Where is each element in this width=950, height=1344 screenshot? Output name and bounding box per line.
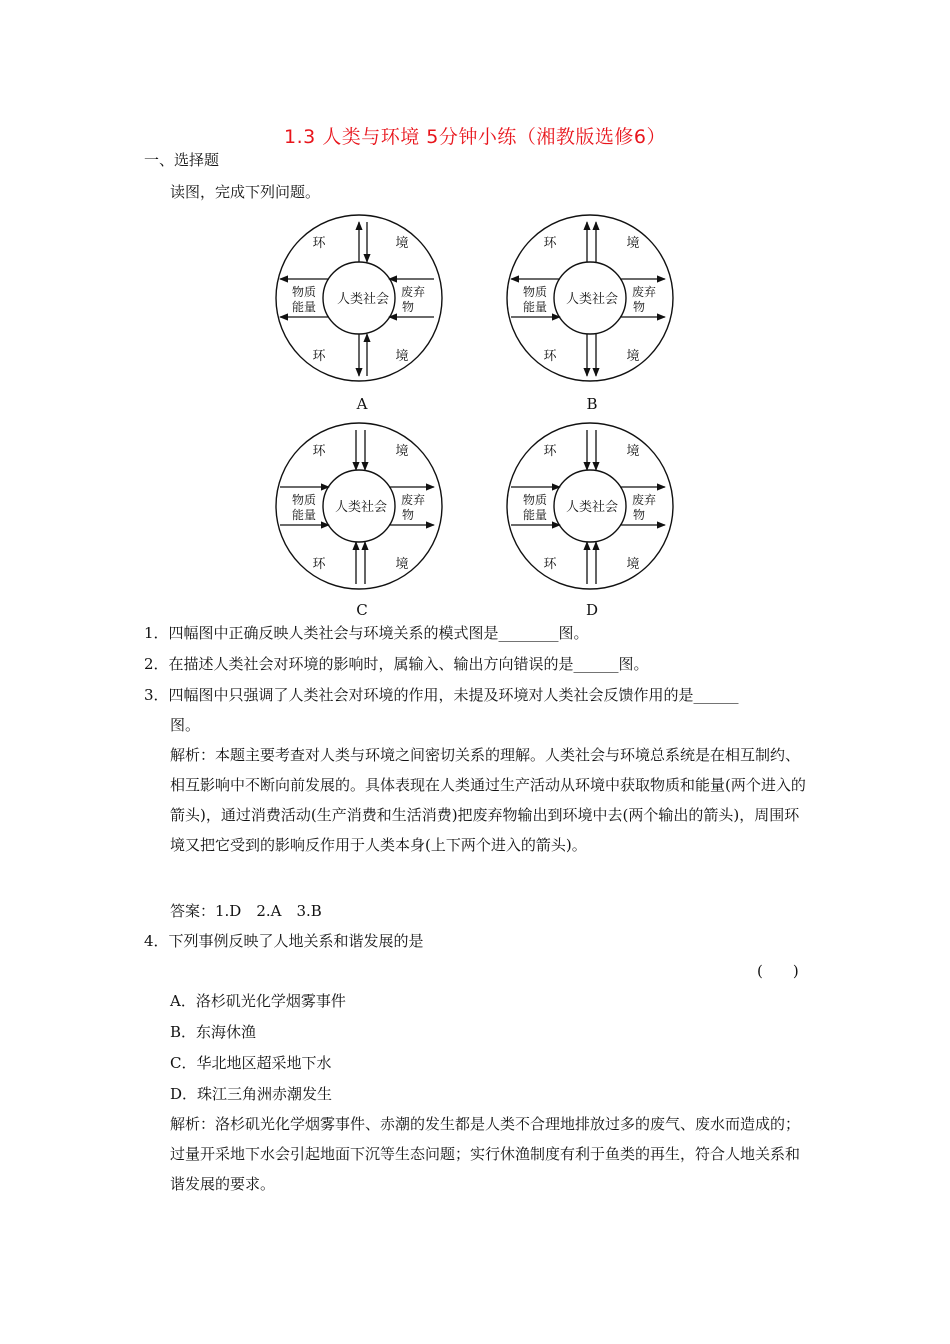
page-title: 1.3 人类与环境 5分钟小练（湘教版选修6）: [284, 126, 666, 148]
svg-text:能量: 能量: [522, 508, 548, 522]
svg-text:物质: 物质: [291, 285, 317, 299]
option-a: A．洛杉矶光化学烟雾事件: [170, 992, 346, 1010]
option-d: D．珠江三角洲赤潮发生: [170, 1085, 333, 1103]
svg-text:境: 境: [626, 444, 640, 459]
question-3-cont: 图。: [170, 716, 201, 734]
svg-text:物质: 物质: [291, 493, 317, 507]
analysis-1: 解析：本题主要考查对人类与环境之间密切关系的理解。人类社会与环境总系统是在相互制约、相互影响中不断向前发展的。具体表现在人类通过生产活动从环境中获取物质和能量(两个进入的箭头)，通过消费活动(生产消费和生活消费)把废弃物输出到环境中去(两个输出的箭头)，周围环境又把它受到的影响反作用于人类本身(上下两个进入的箭头)。: [170, 746, 806, 854]
diagram-b: [505, 210, 675, 388]
svg-text:物: 物: [401, 508, 415, 522]
svg-text:物质: 物质: [522, 493, 548, 507]
svg-text:境: 境: [626, 236, 640, 251]
svg-text:环: 环: [543, 444, 557, 459]
question-3: 3．四幅图中只强调了人类社会对环境的作用，未提及环境对人类社会反馈作用的是______: [144, 686, 739, 704]
diagram-label-c: C: [356, 601, 368, 619]
diagram-label-a: A: [356, 395, 368, 413]
svg-text:能量: 能量: [291, 508, 317, 522]
svg-text:物: 物: [632, 508, 646, 522]
svg-text:境: 境: [395, 349, 409, 364]
svg-text:人类社会: 人类社会: [565, 292, 619, 307]
svg-text:境: 境: [626, 557, 640, 572]
svg-text:能量: 能量: [291, 300, 317, 314]
svg-text:境: 境: [395, 236, 409, 251]
question-1: 1．四幅图中正确反映人类社会与环境关系的模式图是________图。: [144, 624, 589, 642]
svg-text:境: 境: [395, 557, 409, 572]
svg-text:环: 环: [543, 349, 557, 364]
svg-text:环: 环: [543, 557, 557, 572]
svg-text:环: 环: [312, 444, 326, 459]
svg-text:人类社会: 人类社会: [565, 500, 619, 515]
svg-text:物: 物: [632, 300, 646, 314]
question-2: 2．在描述人类社会对环境的影响时，属输入、输出方向错误的是______图。: [144, 655, 649, 673]
svg-text:境: 境: [395, 444, 409, 459]
svg-text:境: 境: [626, 349, 640, 364]
svg-text:物质: 物质: [522, 285, 548, 299]
svg-text:人类社会: 人类社会: [334, 500, 388, 515]
answer-bracket: ( ): [757, 962, 799, 980]
svg-text:废弃: 废弃: [631, 285, 657, 299]
svg-text:废弃: 废弃: [400, 493, 426, 507]
analysis-4: 解析：洛杉矶光化学烟雾事件、赤潮的发生都是人类不合理地排放过多的废气、废水而造成的；过量开采地下水会引起地面下沉等生态问题；实行休渔制度有利于鱼类的再生，符合人地关系和谐发展的要求。: [170, 1115, 801, 1193]
answer-1: 答案：1.D 2.A 3.B: [170, 902, 322, 920]
diagram-label-b: B: [586, 395, 598, 413]
svg-text:人类社会: 人类社会: [336, 292, 390, 307]
svg-text:环: 环: [543, 236, 557, 251]
section-heading: 一、选择题: [144, 151, 220, 169]
intro-text: 读图，完成下列问题。: [170, 183, 321, 201]
svg-text:能量: 能量: [522, 300, 548, 314]
option-c: C．华北地区超采地下水: [170, 1054, 332, 1072]
svg-text:环: 环: [312, 349, 326, 364]
diagram-d: [505, 418, 675, 596]
svg-text:废弃: 废弃: [400, 285, 426, 299]
option-b: B．东海休渔: [170, 1023, 257, 1041]
diagram-c: [274, 418, 444, 596]
question-4: 4．下列事例反映了人地关系和谐发展的是: [144, 932, 424, 950]
diagram-label-d: D: [585, 601, 599, 619]
svg-text:环: 环: [312, 236, 326, 251]
diagram-a: [274, 210, 444, 388]
svg-text:废弃: 废弃: [631, 493, 657, 507]
svg-text:环: 环: [312, 557, 326, 572]
svg-text:物: 物: [401, 300, 415, 314]
